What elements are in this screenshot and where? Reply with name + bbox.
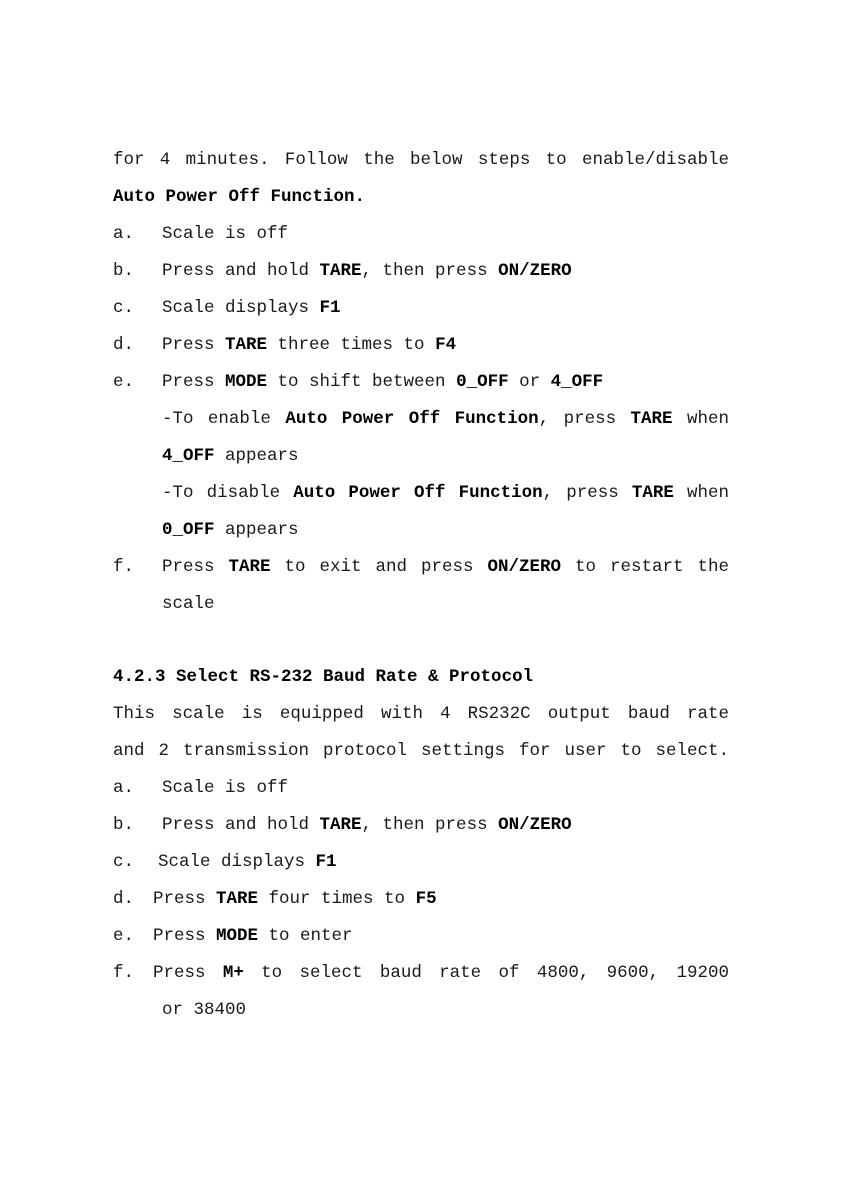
step-label: a. <box>113 224 135 244</box>
step-label: d. <box>113 335 135 355</box>
step-c <box>113 290 729 327</box>
step-label: c. <box>113 298 135 318</box>
step-text: Press TARE four times to F5 <box>153 889 437 909</box>
step-label: e. <box>113 372 135 392</box>
step-text: Press TARE to exit and press ON/ZERO to restart the <box>162 557 729 577</box>
disable-instruction-cont: 0_OFF appears <box>162 520 299 540</box>
step-f <box>113 549 729 586</box>
step-text: Scale is off <box>162 224 289 244</box>
step-label: e. <box>113 926 135 946</box>
document-page <box>113 142 729 1029</box>
step-label: d. <box>113 889 135 909</box>
step-c <box>113 844 729 881</box>
step-text: Scale is off <box>162 778 289 798</box>
step-label: a. <box>113 778 135 798</box>
step-d <box>113 327 729 364</box>
intro-line-1: for 4 minutes. Follow the below steps to enable/disable <box>113 150 729 170</box>
step-label: b. <box>113 261 135 281</box>
step-f-cont: scale <box>162 594 215 614</box>
section-heading: 4.2.3 Select RS-232 Baud Rate & Protocol <box>113 667 534 687</box>
section-gap <box>113 623 729 659</box>
step-e <box>113 364 729 401</box>
enable-instruction: -To enable Auto Power Off Function, press TARE when <box>162 409 729 429</box>
step-text: Press TARE three times to F4 <box>162 335 457 355</box>
step-a <box>113 216 729 253</box>
step-text: Press and hold TARE, then press ON/ZERO <box>162 261 572 281</box>
step-text: Scale displays F1 <box>158 852 337 872</box>
step-text: Press MODE to enter <box>153 926 353 946</box>
step-label: f. <box>113 557 135 577</box>
section-desc-2: and 2 transmission protocol settings for user to select. <box>113 741 729 761</box>
step-label: c. <box>113 852 135 872</box>
step-e <box>113 918 729 955</box>
step-text: Press M+ to select baud rate of 4800, 9600, 19200 <box>153 963 729 983</box>
step-text: Scale displays F1 <box>162 298 341 318</box>
step-label: f. <box>113 963 135 983</box>
enable-instruction-cont: 4_OFF appears <box>162 446 299 466</box>
section-desc-1: This scale is equipped with 4 RS232C output baud rate <box>113 704 729 724</box>
step-d <box>113 881 729 918</box>
step-f <box>113 955 729 992</box>
disable-instruction: -To disable Auto Power Off Function, press TARE when <box>162 483 729 503</box>
step-text: Press and hold TARE, then press ON/ZERO <box>162 815 572 835</box>
step-a <box>113 770 729 807</box>
step-b <box>113 253 729 290</box>
step-f-cont: or 38400 <box>162 1000 247 1020</box>
step-b <box>113 807 729 844</box>
step-text: Press MODE to shift between 0_OFF or 4_OFF <box>162 372 604 392</box>
intro-line-2: Auto Power Off Function. <box>113 187 366 207</box>
step-label: b. <box>113 815 135 835</box>
